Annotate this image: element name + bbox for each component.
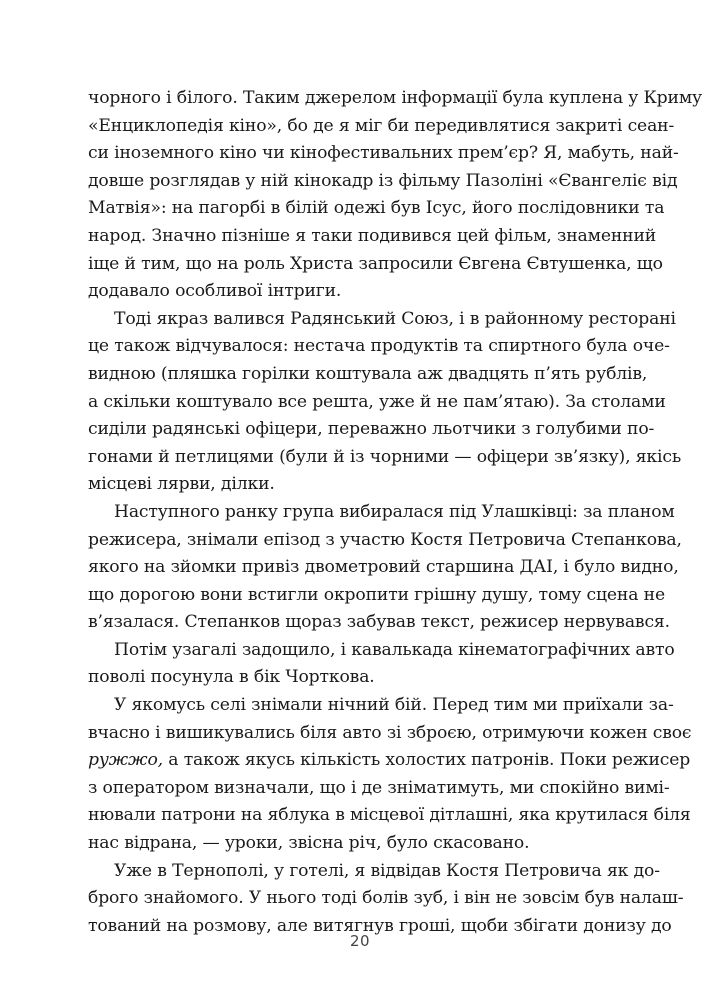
text-line: в’язалася. Степанков щораз забував текст, режисер нервувався.: [88, 612, 670, 633]
text-line: Наступного ранку група вибиралася під Улашківці: за планом: [114, 501, 675, 522]
text-line: додавало особливої інтриги.: [88, 281, 342, 302]
text-line: брого знайомого. У нього тоді болів зуб, і він не зовсім був налаш-: [88, 888, 684, 909]
text-line: це також відчувалося: нестача продуктів та спиртного була оче-: [88, 336, 670, 357]
text-line: Тоді якраз валився Радянський Союз, і в районному ресторані: [114, 308, 676, 329]
text-line: що дорогою вони встигли окропити грішну душу, тому сцена не: [88, 584, 665, 605]
text-line: У якомусь селі знімали нічний бій. Перед тим ми приїхали за-: [114, 695, 674, 716]
paragraph: [88, 499, 682, 637]
paragraph: [88, 858, 684, 941]
text-line: Уже в Тернополі, у готелі, я відвідав Костя Петровича як до-: [114, 860, 660, 881]
paragraph: [88, 85, 703, 306]
text-line: вчасно і вишикувались біля авто зі зброєю, отримуючи кожен своє: [88, 722, 692, 743]
text-line: гонами й петлицями (були й із чорними — офіцери зв’язку), якісь: [88, 446, 682, 467]
text-span: а також якусь кількість холостих патронів. Поки режисер: [162, 750, 691, 771]
text-line: нювали патрони на яблука в місцевої дітлашні, яка крутилася біля: [88, 805, 691, 826]
text-line: якого на зйомки привіз двометровий старшина ДАІ, і було видно,: [88, 557, 679, 578]
paragraph: [88, 637, 675, 692]
paragraph: [88, 306, 682, 499]
text-line: Матвія»: на пагорбі в білій одежі був Ісус, його послідовники та: [88, 198, 665, 219]
text-line: а скільки коштувало все решта, уже й не пам’ятаю). За столами: [88, 391, 666, 412]
text-line: режисера, знімали епізод з участю Костя Петровича Степанкова,: [88, 529, 682, 550]
text-line: видною (пляшка горілки коштувала аж двадцять п’ять рублів,: [88, 363, 648, 384]
text-line: тований на розмову, але витягнув гроші, щоби збігати донизу до: [88, 915, 672, 936]
text-line: [88, 747, 691, 775]
text-line: місцеві лярви, ділки.: [88, 474, 275, 495]
text-line: нас відрана, — уроки, звісна річ, було скасовано.: [88, 833, 530, 854]
text-line: іще й тим, що на роль Христа запросили Євгена Євтушенка, що: [88, 253, 663, 274]
text-line: Потім узагалі задощило, і кавалькада кінематографічних авто: [114, 639, 675, 660]
text-line: з оператором визначали, що і де зніматимуть, ми спокійно вимі-: [88, 777, 670, 798]
text-line: народ. Значно пізніше я таки подивився цей фільм, знаменний: [88, 225, 657, 246]
text-line: чорного і білого. Таким джерелом інформації була куплена у Криму: [88, 88, 703, 108]
page-body: [88, 85, 703, 940]
italic-word: ружжо,: [88, 750, 163, 771]
text-line: «Енциклопедія кіно», бо де я міг би передивлятися закриті сеан-: [88, 115, 675, 136]
paragraph: [88, 692, 692, 858]
text-line: довше розглядав у ній кінокадр із фільму Пазоліні «Євангеліє від: [88, 170, 678, 191]
text-line: сиділи радянські офіцери, переважно льотчики з голубими по-: [88, 419, 655, 440]
page-number: 20: [349, 932, 371, 950]
text-line: си іноземного кіно чи кінофестивальних прем’єр? Я, мабуть, най-: [88, 143, 679, 164]
text-line: поволі посунула в бік Чорткова.: [88, 667, 375, 688]
